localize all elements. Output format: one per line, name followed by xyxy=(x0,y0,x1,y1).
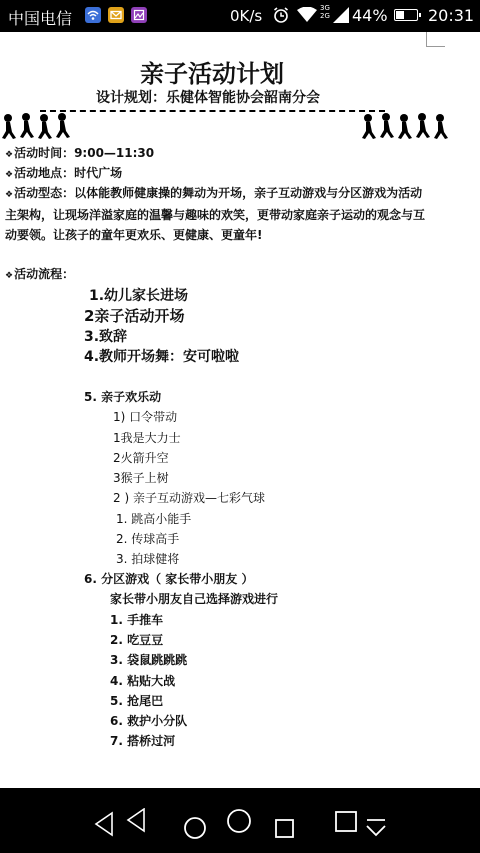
clock-label: 20:31 xyxy=(428,6,475,25)
alarm-icon xyxy=(272,6,290,28)
status-bar xyxy=(0,0,480,32)
navigation-bar xyxy=(0,788,480,853)
wifi-signal-icon xyxy=(297,7,317,27)
notification-pull-icon[interactable] xyxy=(334,810,390,844)
section-5-item: 1我是大力士 xyxy=(113,431,181,445)
network-type-label: 3G 2G xyxy=(320,4,330,20)
battery-percent-label: 44% xyxy=(352,6,388,25)
section-5-item: 1) 口令带动 xyxy=(113,410,178,424)
section-5-item: 1. 跳高小能手 xyxy=(116,512,192,526)
mail-app-icon xyxy=(108,7,124,23)
back-icon[interactable] xyxy=(92,808,148,842)
section-5-item: 2 ) 亲子互动游戏—七彩气球 xyxy=(113,491,265,505)
running-kids-left-decoration xyxy=(2,112,112,146)
section-6-item: 5. 抢尾巴 xyxy=(110,694,164,708)
page-corner-mark xyxy=(426,32,445,47)
activity-time: ❖ 活动时间：9:00—11:30 xyxy=(5,143,154,165)
section-6-item: 7. 搭桥过河 xyxy=(110,734,176,748)
flow-item-3: 3.致辞 xyxy=(84,329,128,345)
section-6-item: 1. 手推车 xyxy=(110,613,164,627)
section-6-heading: 6. 分区游戏（ 家长带小朋友 ） xyxy=(84,572,254,586)
section-5-item: 2火箭升空 xyxy=(113,451,169,465)
wifi-app-icon xyxy=(85,7,101,23)
flow-item-1: 1.幼儿家长进场 xyxy=(89,288,189,304)
flow-item-4: 4.教师开场舞：安可啦啦 xyxy=(84,349,240,365)
activity-flow-label: ❖ 活动流程： xyxy=(5,264,74,286)
carrier-label: 中国电信 xyxy=(8,9,73,28)
section-6-item: 6. 救护小分队 xyxy=(110,714,188,728)
document-title: 亲子活动计划 xyxy=(140,60,284,88)
section-6-item: 4. 粘贴大战 xyxy=(110,674,176,688)
net-speed-label: 0K/s xyxy=(230,7,263,25)
section-5-item: 2. 传球高手 xyxy=(116,532,180,546)
section-5-heading: 5. 亲子欢乐动 xyxy=(84,390,162,404)
section-6-item: 3. 袋鼠跳跳跳 xyxy=(110,653,188,667)
activity-form: ❖ 活动型态：以体能教师健康操的舞动为开场，亲子互动游戏与分区游戏为活动主架构，让现场洋溢家庭的温馨与趣味的欢笑，更带动家庭亲子运动的观念与互动要领。让孩子的童年更欢乐、更健康、更童年! xyxy=(5,183,425,245)
activity-place: ❖ 活动地点：时代广场 xyxy=(5,163,122,185)
section-6-intro: 家长带小朋友自己选择游戏进行 xyxy=(110,592,279,606)
gallery-app-icon xyxy=(131,7,147,23)
recents-icon[interactable] xyxy=(274,818,296,844)
section-5-item: 3. 拍球健将 xyxy=(116,552,180,566)
document-page[interactable] xyxy=(0,32,480,788)
battery-icon xyxy=(394,9,418,21)
flow-item-2: 2亲子活动开场 xyxy=(84,307,185,325)
home-icon[interactable] xyxy=(182,808,256,846)
document-subtitle: 设计规划：乐健体智能协会韶南分会 xyxy=(96,90,320,106)
section-6-item: 2. 吃豆豆 xyxy=(110,633,164,647)
section-5-item: 3猴子上树 xyxy=(113,471,169,485)
running-kids-right-decoration xyxy=(360,112,460,146)
cell-signal-icon xyxy=(333,7,349,27)
